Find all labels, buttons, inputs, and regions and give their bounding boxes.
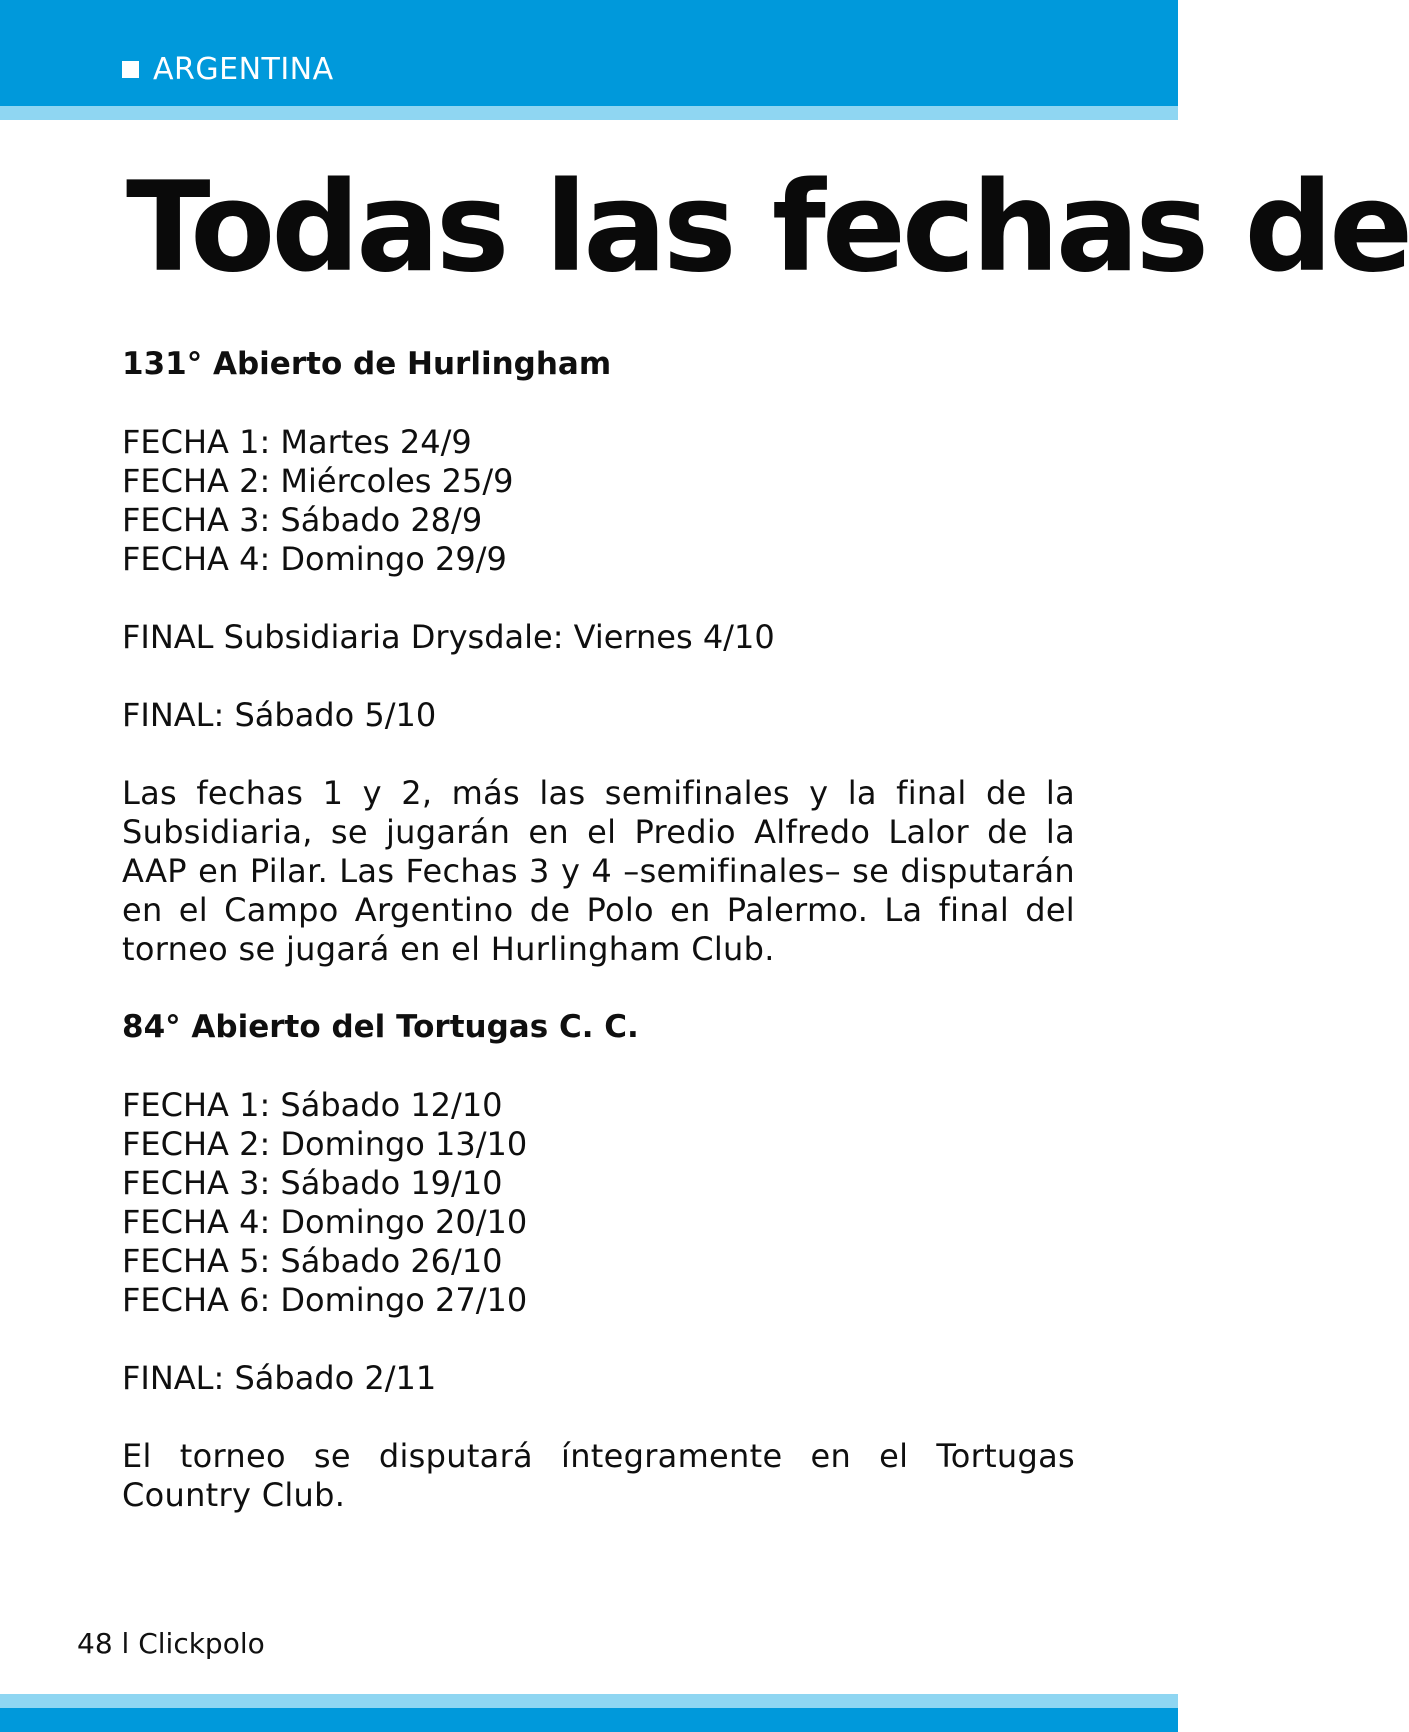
tournament-heading: 131° Abierto de Hurlingham [122, 346, 612, 382]
date-line: FECHA 2: Miércoles 25/9 [122, 462, 514, 500]
final-line: FINAL: Sábado 5/10 [122, 696, 437, 734]
square-bullet-icon [122, 61, 139, 78]
final-line: FINAL: Sábado 2/11 [122, 1359, 437, 1397]
subsidiary-final-line: FINAL Subsidiaria Drysdale: Viernes 4/10 [122, 618, 775, 656]
section-label [122, 49, 334, 89]
article-body [122, 345, 1075, 1515]
date-line: FECHA 3: Sábado 28/9 [122, 501, 483, 539]
page-footer: 48 l Clickpolo [77, 1627, 265, 1660]
page-title: Todas las fechas de [126, 156, 1409, 300]
date-line: FECHA 4: Domingo 20/10 [122, 1203, 528, 1241]
footer-bar [0, 1708, 1178, 1732]
date-line: FECHA 4: Domingo 29/9 [122, 540, 507, 578]
footer-stripe [0, 1694, 1178, 1708]
tournament-heading: 84° Abierto del Tortugas C. C. [122, 1009, 639, 1045]
date-line: FECHA 3: Sábado 19/10 [122, 1164, 503, 1202]
date-line: FECHA 6: Domingo 27/10 [122, 1281, 528, 1319]
date-line: FECHA 1: Sábado 12/10 [122, 1086, 503, 1124]
venue-note: El torneo se disputará íntegramente en el Tortugas Country Club. [122, 1437, 1075, 1514]
section-label-text: ARGENTINA [153, 51, 334, 87]
date-line: FECHA 1: Martes 24/9 [122, 423, 472, 461]
date-line: FECHA 2: Domingo 13/10 [122, 1125, 528, 1163]
date-line: FECHA 5: Sábado 26/10 [122, 1242, 503, 1280]
header-stripe [0, 106, 1178, 120]
venue-note: Las fechas 1 y 2, más las semifinales y la final de la Subsidiaria, se jugarán en el Predio Alfredo Lalor de la AAP en Pilar. Las Fechas 3 y 4 –semifinales– se disputarán en el Campo Argentino de Polo en Palermo. La final del torneo se jugará en el Hurlingham Club. [122, 774, 1075, 968]
